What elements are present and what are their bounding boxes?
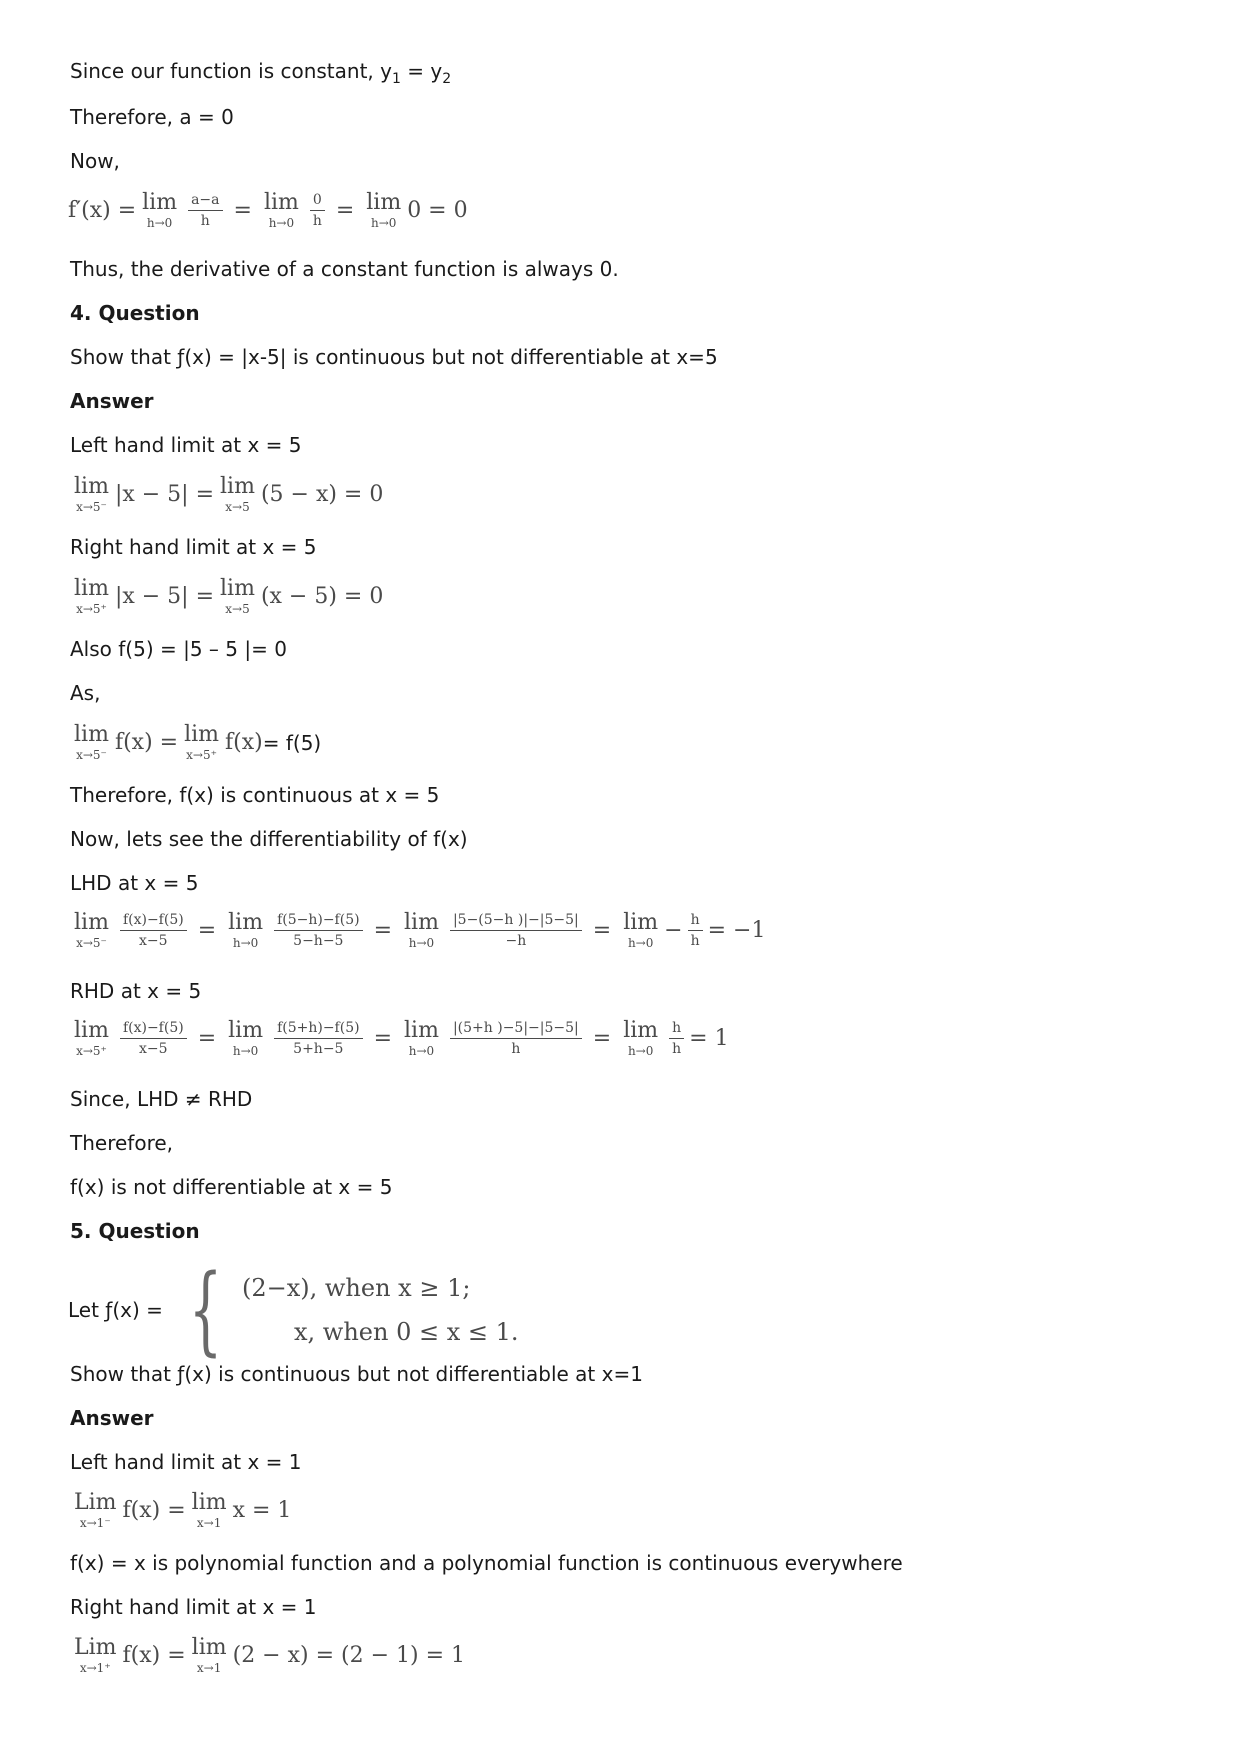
text-line: Now, lets see the differentiability of f(x) [70, 827, 468, 851]
left-brace: { [188, 1254, 223, 1366]
case-2: x, when 0 ≤ x ≤ 1. [293, 1318, 519, 1346]
equation-lhd: lim x→5⁻ $\frac{f(x)-f(5)}{x-5}$ = lim h→0 $\frac{f(5-h)-f(5)}{5-h-5}$ = lim h→0 $\frac{|5-(5-h )|-|5-5|}{-h}$ = lim h→0 − $\frac{h}{h}$ = −1 [74, 910, 766, 950]
question-heading: 5. Question [70, 1219, 200, 1243]
text-line: Therefore, f(x) is continuous at x = 5 [70, 783, 440, 807]
equation-left-limit-1: Lim x→1⁻ f(x) = lim x→1 x = 1 [74, 1490, 292, 1530]
answer-heading: Answer [70, 389, 154, 413]
let-f-label: Let ƒ(x) = [68, 1298, 163, 1322]
text-line: f(x) is not differentiable at x = 5 [70, 1175, 393, 1199]
text-line: Since, LHD ≠ RHD [70, 1087, 253, 1111]
question-heading: 4. Question [70, 301, 200, 325]
text-line: RHD at x = 5 [70, 979, 202, 1003]
text-line: Right hand limit at x = 1 [70, 1595, 317, 1619]
text-line: Now, [70, 149, 120, 173]
equation-derivative: f′(x) = lim h→0 $\frac{a-a}{h}$ = lim h→0 $\frac{0}{h}$ = lim h→0 0 = 0 [68, 190, 468, 230]
question-text: Show that ƒ(x) = |x-5| is continuous but not differentiable at x=5 [70, 345, 718, 369]
equation-continuity: lim x→5⁻ f(x) = lim x→5⁺ f(x) = f(5) [74, 722, 322, 762]
piecewise-cases [242, 1266, 519, 1354]
equation-left-limit-5: lim x→5⁻ |x − 5| = lim x→5 (5 − x) = 0 [74, 474, 384, 514]
answer-heading: Answer [70, 1406, 154, 1430]
text-line: Left hand limit at x = 1 [70, 1450, 302, 1474]
text-line: Therefore, [70, 1131, 174, 1155]
text-line: Thus, the derivative of a constant function is always 0. [70, 257, 619, 281]
text-line: Right hand limit at x = 5 [70, 535, 317, 559]
equation-rhd: lim x→5⁺ $\frac{f(x)-f(5)}{x-5}$ = lim h→0 $\frac{f(5+h)-f(5)}{5+h-5}$ = lim h→0 $\frac{|(5+h )-5|-|5-5|}{h}$ = lim h→0 $\frac{h}{h}$ = 1 [74, 1018, 729, 1058]
question-text: Show that ƒ(x) is continuous but not differentiable at x=1 [70, 1362, 643, 1386]
equation-right-limit-1: Lim x→1⁺ f(x) = lim x→1 (2 − x) = (2 − 1) = 1 [74, 1635, 466, 1675]
text-line: Since our function is constant, $y_1 = y_2$ [70, 59, 452, 87]
text-line: Left hand limit at x = 5 [70, 433, 302, 457]
case-1: (2−x), when x ≥ 1; [241, 1274, 471, 1302]
equation-right-limit-5: lim x→5⁺ |x − 5| = lim x→5 (x − 5) = 0 [74, 576, 384, 616]
text-line: LHD at x = 5 [70, 871, 199, 895]
text-line: Also f(5) = |5 – 5 |= 0 [70, 637, 287, 661]
text-line: As, [70, 681, 101, 705]
text-line: f(x) = x is polynomial function and a polynomial function is continuous everywhere [70, 1551, 903, 1575]
piecewise-definition [68, 1254, 519, 1366]
text-line: Therefore, a = 0 [70, 105, 234, 129]
